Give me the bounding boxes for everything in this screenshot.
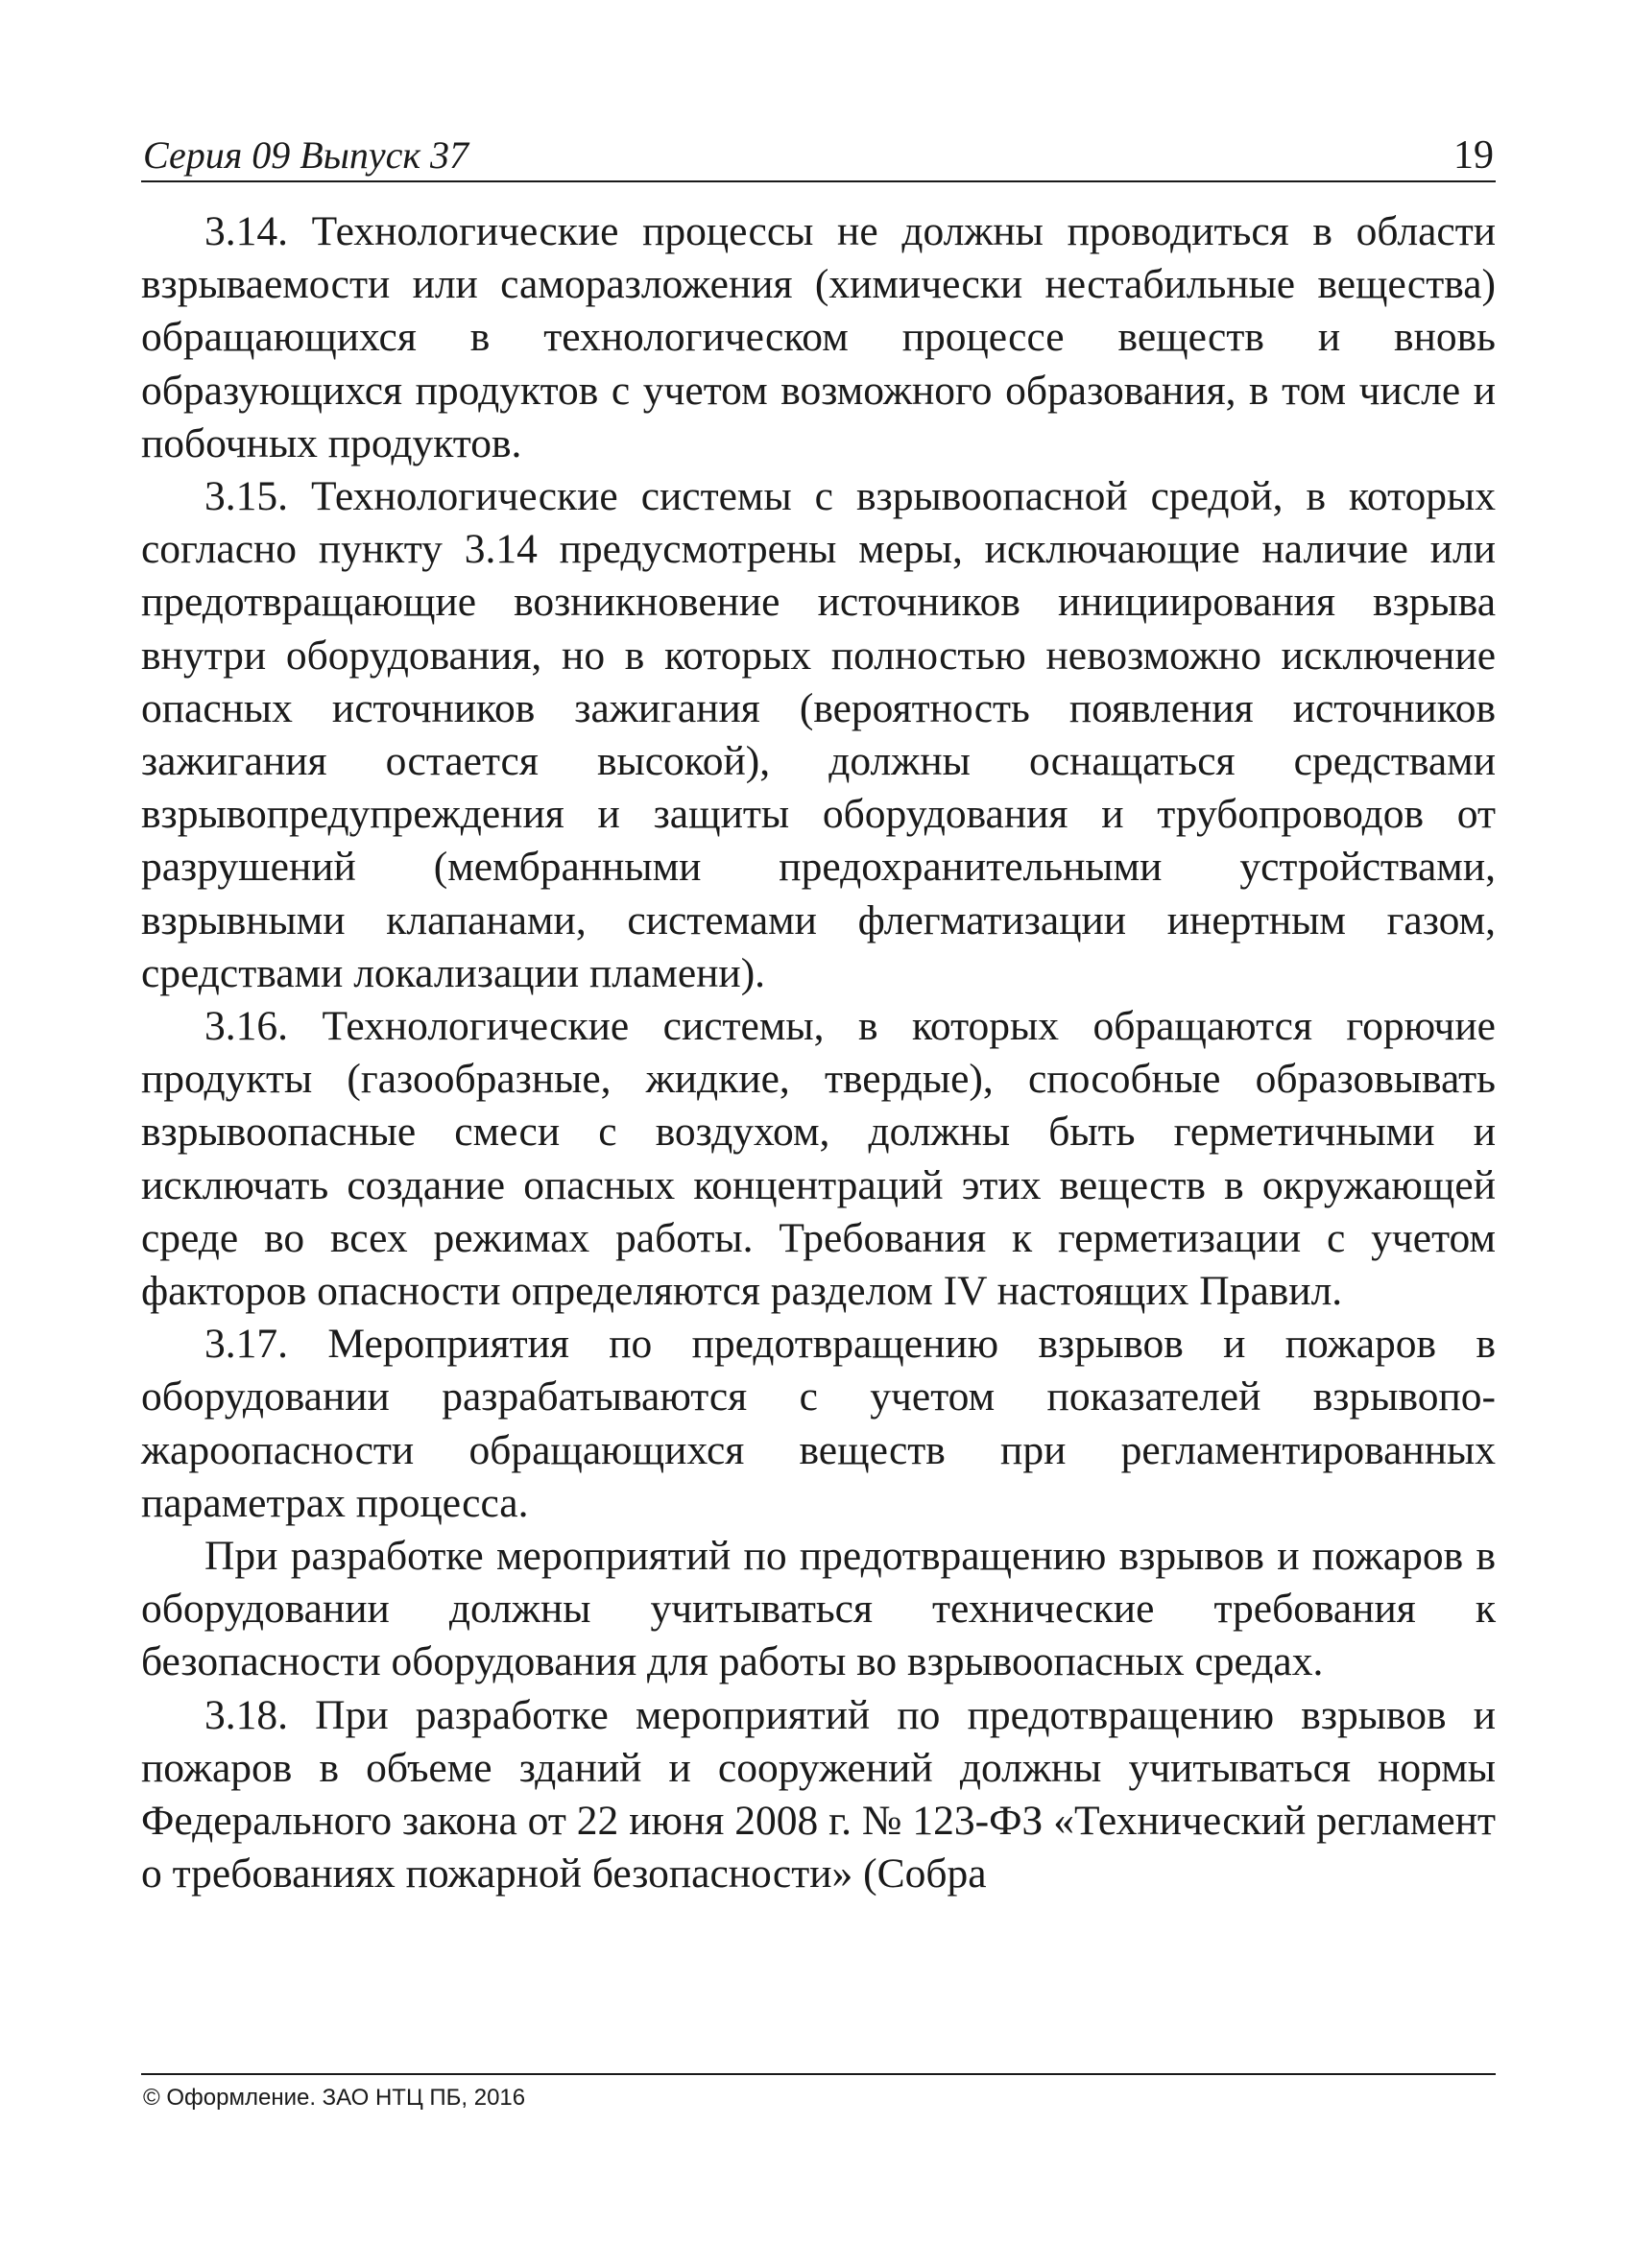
body-text (141, 205, 1496, 1901)
paragraph-3-14: 3.14. Технологические процессы не должны проводиться в области взрываемости или саморазложения (химически нестабильные вещества) обращающихся в технологическом процессе веществ и вновь образующихся продуктов с учетом возможного образования, в том числе и побочных продуктов. (141, 208, 1496, 466)
copyright-note: © Оформление. ЗАО НТЦ ПБ, 2016 (143, 2085, 526, 2111)
paragraph-3-15: 3.15. Технологические системы с взрывоопасной средой, в которых согласно пункту 3.14 предусмотрены меры, исключающие наличие или предотвращающие возникновение источников инициирования взрыва внутри оборудования, но в которых полностью невозможно исключение опасных источников зажигания (вероятность появления источников зажигания остается высокой), должны оснащаться средствами взрывопредупреждения и защиты оборудования и трубопроводов от разрушений (мембранными предохранительными устройствами, взрывными клапанами, системами флегматизации инертным газом, средствами локализации пламени). (141, 473, 1496, 996)
paragraph-3-17: 3.17. Мероприятия по предотвращению взрывов и пожаров в оборудовании разрабатываются с учетом показателей взрывопожароопасности обращающихся веществ при регламентированных параметрах процесса. (141, 1321, 1496, 1526)
paragraph-3-17-continued: При разработке мероприятий по предотвращению взрывов и пожаров в оборудовании должны учитываться технические требования к безопасности оборудования для работы во взрывоопасных средах. (141, 1533, 1496, 1685)
series-title: Серия 09 Выпуск 37 (143, 133, 469, 177)
footer-rule (141, 2073, 1496, 2075)
document-page (141, 0, 1496, 2268)
paragraph-3-18: 3.18. При разработке мероприятий по предотвращению взрывов и пожаров в объеме зданий и сооружений должны учитываться нормы Федерального закона от 22 июня 2008 г. № 123-ФЗ «Технический регламент о требованиях пожарной безопасности» (Собра (141, 1691, 1496, 1898)
paragraph-3-16: 3.16. Технологические системы, в которых обращаются горючие продукты (газообразные, жидкие, твердые), способные образовывать взрывоопасные смеси с воздухом, должны быть герметичными и исключать создание опасных концентраций этих веществ в окружающей среде во всех режимах работы. Требования к герметизации с учетом факторов опасности определяются разделом IV настоящих Правил. (141, 1003, 1496, 1315)
running-header (141, 131, 1496, 182)
page-number: 19 (1453, 133, 1494, 178)
